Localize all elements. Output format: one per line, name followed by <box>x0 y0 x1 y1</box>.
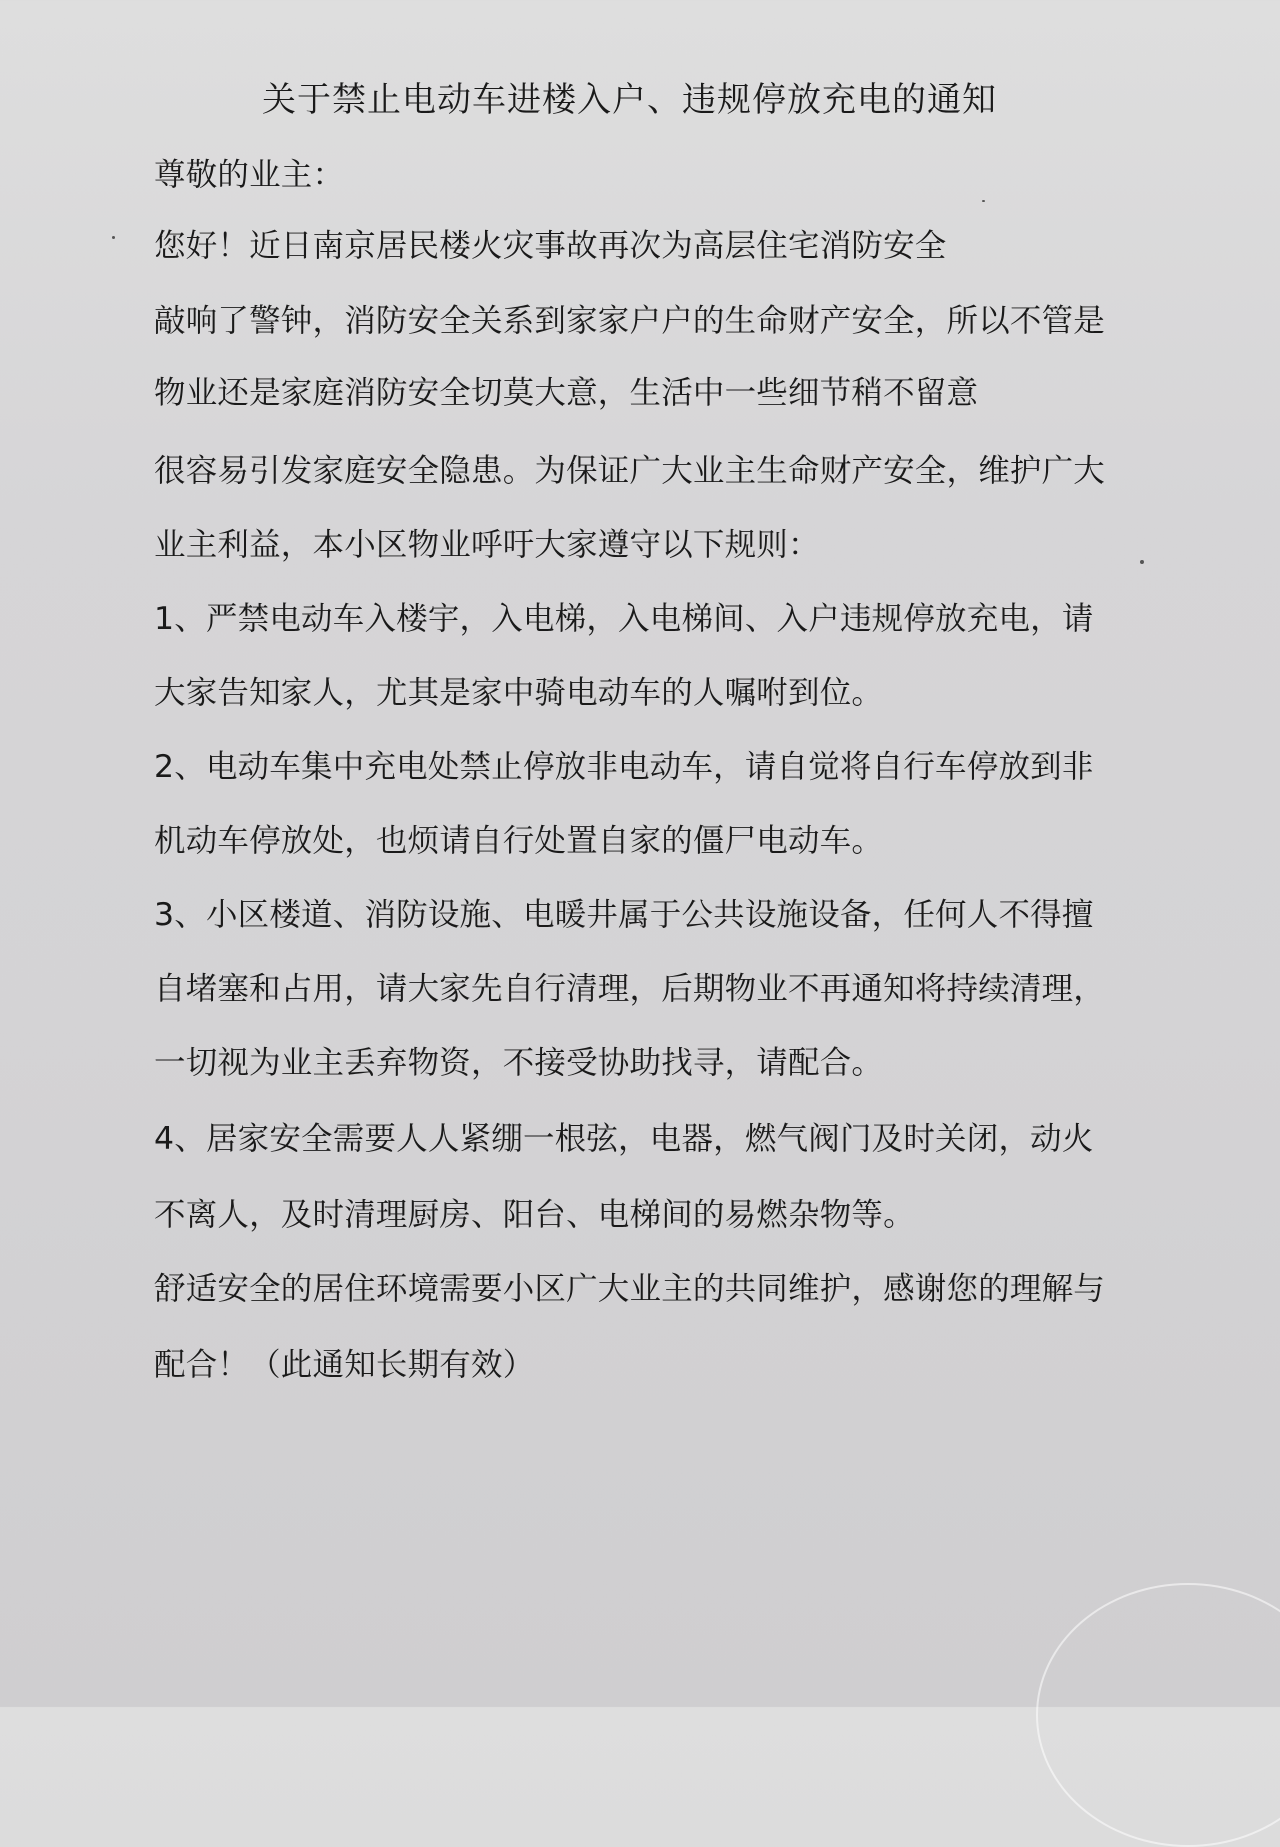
paper-speck <box>982 200 985 202</box>
paragraph-line: 业主利益，本小区物业呼吁大家遵守以下规则： <box>154 527 820 563</box>
paper-fold-crease <box>1036 1583 1280 1847</box>
rule-4-line: 不离人，及时清理厨房、阳台、电梯间的易燃杂物等。 <box>154 1197 915 1233</box>
rule-3-line: 一切视为业主丢弃物资，不接受协助找寻，请配合。 <box>154 1045 884 1081</box>
rule-1-line: 大家告知家人，尤其是家中骑电动车的人嘱咐到位。 <box>154 675 884 711</box>
paper-speck <box>112 236 115 239</box>
rule-2-line: 2、电动车集中充电处禁止停放非电动车，请自觉将自行车停放到非 <box>154 749 1094 785</box>
paragraph-line: 很容易引发家庭安全隐患。为保证广大业主生命财产安全，维护广大 <box>154 453 1106 489</box>
notice-title: 关于禁止电动车进楼入户、违规停放充电的通知 <box>262 80 997 120</box>
paragraph-line: 您好！近日南京居民楼火灾事故再次为高层住宅消防安全 <box>154 228 947 264</box>
rule-3-line: 自堵塞和占用，请大家先自行清理，后期物业不再通知将持续清理， <box>154 971 1106 1007</box>
paragraph-line: 物业还是家庭消防安全切莫大意，生活中一些细节稍不留意 <box>154 375 979 411</box>
closing-line: 配合！（此通知长期有效） <box>154 1347 535 1383</box>
rule-1-line: 1、严禁电动车入楼宇，入电梯，入电梯间、入户违规停放充电，请 <box>154 601 1094 637</box>
rule-3-line: 3、小区楼道、消防设施、电暖井属于公共设施设备，任何人不得擅 <box>154 897 1094 933</box>
salutation: 尊敬的业主： <box>154 157 345 193</box>
closing-line: 舒适安全的居住环境需要小区广大业主的共同维护，感谢您的理解与 <box>154 1271 1106 1307</box>
paragraph-line: 敲响了警钟，消防安全关系到家家户户的生命财产安全，所以不管是 <box>154 303 1106 339</box>
rule-4-line: 4、居家安全需要人人紧绷一根弦，电器，燃气阀门及时关闭，动火 <box>154 1121 1094 1157</box>
paper-speck <box>1140 560 1144 564</box>
rule-2-line: 机动车停放处，也烦请自行处置自家的僵尸电动车。 <box>154 823 884 859</box>
